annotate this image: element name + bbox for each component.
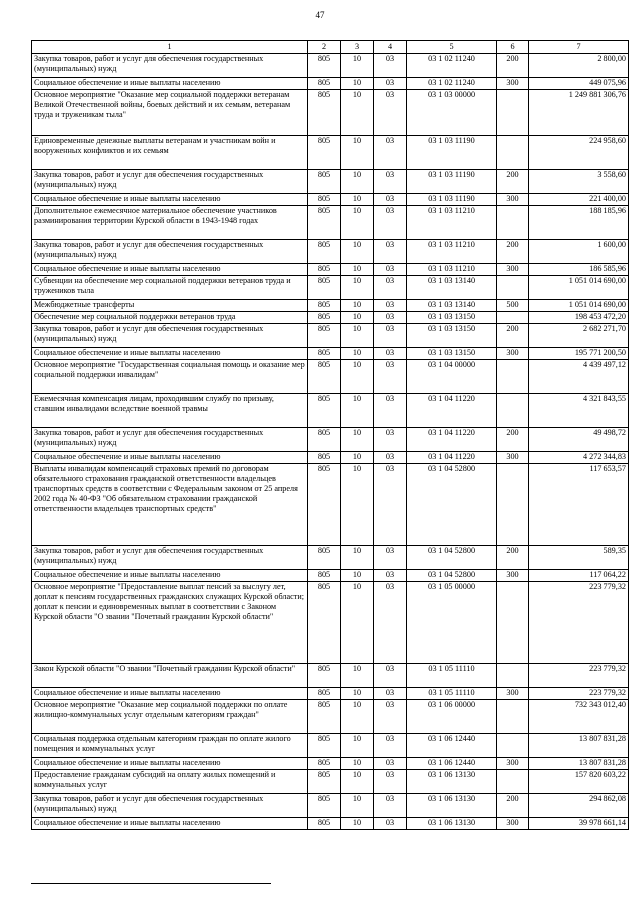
cell-expense-type: 200 (497, 324, 529, 348)
cell-expense-type: 500 (497, 300, 529, 312)
cell-target-article: 03 1 03 13150 (407, 324, 497, 348)
cell-expense-type: 300 (497, 194, 529, 206)
cell-subsection: 03 (374, 818, 407, 830)
cell-name: Дополнительное ежемесячное материальное обеспечение участников разминирования территории Курской области в 1943-1948 годах (32, 206, 308, 240)
cell-section: 10 (341, 170, 374, 194)
cell-admin-code: 805 (308, 264, 341, 276)
header-col-6: 6 (497, 41, 529, 54)
cell-section: 10 (341, 582, 374, 664)
cell-amount: 294 862,08 (529, 794, 629, 818)
cell-target-article: 03 1 06 12440 (407, 758, 497, 770)
footnote-divider (31, 883, 271, 884)
cell-target-article: 03 1 03 13140 (407, 300, 497, 312)
cell-subsection: 03 (374, 664, 407, 688)
cell-section: 10 (341, 794, 374, 818)
cell-name: Основное мероприятие "Предоставление выплат пенсий за выслугу лет, доплат к пенсиям государственных гражданских служащих Курской области; доплат к пенсии и единовременных выплат в соответствии с Законом Курской области "О звании "Почетный гражданин Курской области" (32, 582, 308, 664)
cell-name: Предоставление гражданам субсидий на оплату жилых помещений и коммунальных услуг (32, 770, 308, 794)
cell-subsection: 03 (374, 700, 407, 734)
cell-name: Социальное обеспечение и иные выплаты населению (32, 818, 308, 830)
cell-target-article: 03 1 05 11110 (407, 688, 497, 700)
cell-subsection: 03 (374, 300, 407, 312)
cell-section: 10 (341, 700, 374, 734)
cell-subsection: 03 (374, 312, 407, 324)
cell-target-article: 03 1 04 52800 (407, 570, 497, 582)
table-row (32, 570, 629, 582)
table-row (32, 758, 629, 770)
cell-amount: 2 800,00 (529, 54, 629, 78)
cell-section: 10 (341, 54, 374, 78)
cell-amount: 13 807 831,28 (529, 734, 629, 758)
cell-section: 10 (341, 452, 374, 464)
cell-admin-code: 805 (308, 136, 341, 170)
table-row (32, 734, 629, 758)
cell-target-article: 03 1 02 11240 (407, 54, 497, 78)
cell-admin-code: 805 (308, 428, 341, 452)
table-row (32, 206, 629, 240)
cell-expense-type: 300 (497, 264, 529, 276)
cell-target-article: 03 1 04 11220 (407, 394, 497, 428)
cell-target-article: 03 1 02 11240 (407, 78, 497, 90)
table-row (32, 170, 629, 194)
cell-target-article: 03 1 05 11110 (407, 664, 497, 688)
cell-section: 10 (341, 770, 374, 794)
cell-section: 10 (341, 664, 374, 688)
cell-subsection: 03 (374, 90, 407, 136)
cell-name: Социальное обеспечение и иные выплаты населению (32, 264, 308, 276)
cell-target-article: 03 1 04 52800 (407, 546, 497, 570)
cell-admin-code: 805 (308, 348, 341, 360)
cell-amount: 223 779,32 (529, 582, 629, 664)
cell-amount: 186 585,96 (529, 264, 629, 276)
table-row (32, 794, 629, 818)
cell-subsection: 03 (374, 394, 407, 428)
cell-subsection: 03 (374, 78, 407, 90)
cell-subsection: 03 (374, 734, 407, 758)
cell-target-article: 03 1 04 00000 (407, 360, 497, 394)
cell-amount: 117 064,22 (529, 570, 629, 582)
cell-admin-code: 805 (308, 194, 341, 206)
cell-amount: 1 051 014 690,00 (529, 276, 629, 300)
cell-target-article: 03 1 04 11220 (407, 428, 497, 452)
cell-subsection: 03 (374, 360, 407, 394)
cell-target-article: 03 1 03 11210 (407, 206, 497, 240)
cell-name: Социальное обеспечение и иные выплаты населению (32, 452, 308, 464)
cell-expense-type (497, 464, 529, 546)
cell-expense-type: 200 (497, 54, 529, 78)
cell-amount: 449 075,96 (529, 78, 629, 90)
cell-amount: 1 051 014 690,00 (529, 300, 629, 312)
cell-name: Единовременные денежные выплаты ветеранам и участникам войн и вооруженных конфликтов и их семьям (32, 136, 308, 170)
cell-expense-type: 300 (497, 570, 529, 582)
cell-admin-code: 805 (308, 464, 341, 546)
cell-amount: 188 185,96 (529, 206, 629, 240)
table-row (32, 348, 629, 360)
cell-section: 10 (341, 546, 374, 570)
cell-name: Выплаты инвалидам компенсаций страховых премий по договорам обязательного страхования гражданской ответственности владельцев транспортных средств в соответствии с Федеральным законом от 25 апреля 2002 года № 40-ФЗ "Об обязательном страховании гражданской ответственности владельцев транспортных средств" (32, 464, 308, 546)
cell-name: Закупка товаров, работ и услуг для обеспечения государственных (муниципальных) нужд (32, 324, 308, 348)
cell-section: 10 (341, 312, 374, 324)
cell-expense-type: 300 (497, 452, 529, 464)
cell-amount: 732 343 012,40 (529, 700, 629, 734)
table-row (32, 360, 629, 394)
cell-section: 10 (341, 136, 374, 170)
table-header-row (32, 41, 629, 54)
cell-admin-code: 805 (308, 688, 341, 700)
table-body (32, 54, 629, 830)
cell-subsection: 03 (374, 452, 407, 464)
cell-section: 10 (341, 90, 374, 136)
cell-name: Закупка товаров, работ и услуг для обеспечения государственных (муниципальных) нужд (32, 428, 308, 452)
cell-amount: 589,35 (529, 546, 629, 570)
table-row (32, 546, 629, 570)
table-row (32, 136, 629, 170)
cell-target-article: 03 1 06 12440 (407, 734, 497, 758)
cell-amount: 198 453 472,20 (529, 312, 629, 324)
cell-section: 10 (341, 348, 374, 360)
cell-expense-type: 300 (497, 348, 529, 360)
cell-subsection: 03 (374, 582, 407, 664)
cell-admin-code: 805 (308, 240, 341, 264)
cell-target-article: 03 1 06 13130 (407, 770, 497, 794)
cell-admin-code: 805 (308, 324, 341, 348)
cell-amount: 223 779,32 (529, 664, 629, 688)
cell-name: Закупка товаров, работ и услуг для обеспечения государственных (муниципальных) нужд (32, 546, 308, 570)
cell-subsection: 03 (374, 54, 407, 78)
cell-amount: 2 682 271,70 (529, 324, 629, 348)
cell-admin-code: 805 (308, 312, 341, 324)
table-row (32, 300, 629, 312)
table-row (32, 582, 629, 664)
table-row (32, 312, 629, 324)
cell-section: 10 (341, 570, 374, 582)
cell-name: Социальная поддержка отдельным категориям граждан по оплате жилого помещения и коммунальных услуг (32, 734, 308, 758)
cell-name: Субвенции на обеспечение мер социальной поддержки ветеранов труда и тружеников тыла (32, 276, 308, 300)
header-col-7: 7 (529, 41, 629, 54)
cell-amount: 195 771 200,50 (529, 348, 629, 360)
cell-name: Основное мероприятие "Оказание мер социальной поддержки по оплате жилищно-коммунальных услуг отдельным категориям граждан" (32, 700, 308, 734)
cell-amount: 4 439 497,12 (529, 360, 629, 394)
cell-section: 10 (341, 758, 374, 770)
cell-admin-code: 805 (308, 664, 341, 688)
cell-admin-code: 805 (308, 818, 341, 830)
cell-subsection: 03 (374, 758, 407, 770)
cell-name: Ежемесячная компенсация лицам, проходившим службу по призыву, ставшим инвалидами вследствие военной травмы (32, 394, 308, 428)
cell-section: 10 (341, 734, 374, 758)
cell-name: Социальное обеспечение и иные выплаты населению (32, 758, 308, 770)
cell-target-article: 03 1 03 13140 (407, 276, 497, 300)
cell-name: Основное мероприятие "Оказание мер социальной поддержки ветеранам Великой Отечественной войны, боевых действий и их семьям, ветеранам труда и труженикам тыла" (32, 90, 308, 136)
cell-amount: 223 779,32 (529, 688, 629, 700)
table-row (32, 464, 629, 546)
cell-target-article: 03 1 04 52800 (407, 464, 497, 546)
table-row (32, 324, 629, 348)
cell-section: 10 (341, 394, 374, 428)
cell-expense-type (497, 136, 529, 170)
cell-amount: 224 958,60 (529, 136, 629, 170)
cell-expense-type (497, 770, 529, 794)
cell-admin-code: 805 (308, 300, 341, 312)
table-row (32, 428, 629, 452)
table-row (32, 78, 629, 90)
cell-subsection: 03 (374, 276, 407, 300)
cell-expense-type (497, 360, 529, 394)
cell-section: 10 (341, 194, 374, 206)
cell-name: Социальное обеспечение и иные выплаты населению (32, 688, 308, 700)
cell-admin-code: 805 (308, 90, 341, 136)
cell-name: Закон Курской области "О звании "Почетный гражданин Курской области" (32, 664, 308, 688)
table-row (32, 664, 629, 688)
cell-expense-type: 300 (497, 78, 529, 90)
table-row (32, 770, 629, 794)
cell-target-article: 03 1 03 13150 (407, 312, 497, 324)
cell-expense-type: 200 (497, 240, 529, 264)
cell-name: Социальное обеспечение и иные выплаты населению (32, 348, 308, 360)
table-row (32, 264, 629, 276)
cell-admin-code: 805 (308, 170, 341, 194)
cell-expense-type (497, 312, 529, 324)
cell-name: Обеспечение мер социальной поддержки ветеранов труда (32, 312, 308, 324)
cell-target-article: 03 1 04 11220 (407, 452, 497, 464)
cell-subsection: 03 (374, 546, 407, 570)
table-row (32, 688, 629, 700)
table-row (32, 818, 629, 830)
cell-name: Закупка товаров, работ и услуг для обеспечения государственных (муниципальных) нужд (32, 54, 308, 78)
cell-amount: 3 558,60 (529, 170, 629, 194)
cell-expense-type (497, 394, 529, 428)
cell-expense-type (497, 276, 529, 300)
page-number: 47 (315, 10, 325, 20)
cell-section: 10 (341, 464, 374, 546)
cell-section: 10 (341, 206, 374, 240)
cell-section: 10 (341, 300, 374, 312)
cell-admin-code: 805 (308, 276, 341, 300)
cell-expense-type (497, 700, 529, 734)
cell-target-article: 03 1 03 11190 (407, 170, 497, 194)
cell-amount: 117 653,57 (529, 464, 629, 546)
header-col-2: 2 (308, 41, 341, 54)
cell-section: 10 (341, 360, 374, 394)
cell-amount: 221 400,00 (529, 194, 629, 206)
header-col-5: 5 (407, 41, 497, 54)
cell-subsection: 03 (374, 348, 407, 360)
cell-amount: 1 600,00 (529, 240, 629, 264)
table-row (32, 240, 629, 264)
cell-admin-code: 805 (308, 360, 341, 394)
cell-section: 10 (341, 264, 374, 276)
cell-subsection: 03 (374, 570, 407, 582)
header-col-1: 1 (32, 41, 308, 54)
cell-amount: 4 272 344,83 (529, 452, 629, 464)
cell-admin-code: 805 (308, 394, 341, 428)
cell-amount: 1 249 881 306,76 (529, 90, 629, 136)
cell-target-article: 03 1 03 11190 (407, 136, 497, 170)
table-row (32, 700, 629, 734)
cell-name: Закупка товаров, работ и услуг для обеспечения государственных (муниципальных) нужд (32, 240, 308, 264)
cell-section: 10 (341, 428, 374, 452)
cell-target-article: 03 1 03 13150 (407, 348, 497, 360)
cell-admin-code: 805 (308, 582, 341, 664)
cell-name: Закупка товаров, работ и услуг для обеспечения государственных (муниципальных) нужд (32, 794, 308, 818)
cell-expense-type: 300 (497, 688, 529, 700)
cell-expense-type (497, 664, 529, 688)
cell-name: Межбюджетные трансферты (32, 300, 308, 312)
cell-target-article: 03 1 06 13130 (407, 818, 497, 830)
cell-subsection: 03 (374, 264, 407, 276)
cell-expense-type (497, 734, 529, 758)
cell-admin-code: 805 (308, 54, 341, 78)
cell-section: 10 (341, 324, 374, 348)
cell-expense-type: 200 (497, 546, 529, 570)
cell-expense-type: 300 (497, 758, 529, 770)
table-row (32, 194, 629, 206)
table-row (32, 452, 629, 464)
cell-target-article: 03 1 06 13130 (407, 794, 497, 818)
cell-target-article: 03 1 03 11210 (407, 264, 497, 276)
cell-admin-code: 805 (308, 758, 341, 770)
cell-subsection: 03 (374, 240, 407, 264)
header-col-4: 4 (374, 41, 407, 54)
cell-amount: 13 807 831,28 (529, 758, 629, 770)
cell-expense-type: 200 (497, 794, 529, 818)
cell-target-article: 03 1 06 00000 (407, 700, 497, 734)
cell-target-article: 03 1 03 00000 (407, 90, 497, 136)
cell-subsection: 03 (374, 794, 407, 818)
cell-subsection: 03 (374, 464, 407, 546)
header-col-3: 3 (341, 41, 374, 54)
cell-amount: 4 321 843,55 (529, 394, 629, 428)
cell-expense-type: 200 (497, 170, 529, 194)
cell-admin-code: 805 (308, 770, 341, 794)
table-row (32, 54, 629, 78)
cell-target-article: 03 1 03 11190 (407, 194, 497, 206)
cell-expense-type (497, 90, 529, 136)
cell-admin-code: 805 (308, 452, 341, 464)
cell-amount: 157 820 603,22 (529, 770, 629, 794)
cell-name: Социальное обеспечение и иные выплаты населению (32, 194, 308, 206)
cell-subsection: 03 (374, 136, 407, 170)
cell-admin-code: 805 (308, 206, 341, 240)
cell-section: 10 (341, 818, 374, 830)
cell-amount: 39 978 661,14 (529, 818, 629, 830)
cell-subsection: 03 (374, 324, 407, 348)
cell-name: Основное мероприятие "Государственная социальная помощь и оказание мер социальной поддержки инвалидам" (32, 360, 308, 394)
cell-section: 10 (341, 240, 374, 264)
cell-expense-type (497, 206, 529, 240)
cell-admin-code: 805 (308, 734, 341, 758)
budget-table (31, 40, 629, 830)
table-row (32, 276, 629, 300)
cell-admin-code: 805 (308, 570, 341, 582)
cell-section: 10 (341, 688, 374, 700)
cell-subsection: 03 (374, 688, 407, 700)
cell-target-article: 03 1 03 11210 (407, 240, 497, 264)
cell-section: 10 (341, 276, 374, 300)
cell-subsection: 03 (374, 194, 407, 206)
cell-expense-type (497, 582, 529, 664)
cell-admin-code: 805 (308, 546, 341, 570)
cell-name: Закупка товаров, работ и услуг для обеспечения государственных (муниципальных) нужд (32, 170, 308, 194)
cell-admin-code: 805 (308, 794, 341, 818)
cell-name: Социальное обеспечение и иные выплаты населению (32, 570, 308, 582)
cell-subsection: 03 (374, 770, 407, 794)
cell-name: Социальное обеспечение и иные выплаты населению (32, 78, 308, 90)
cell-target-article: 03 1 05 00000 (407, 582, 497, 664)
cell-subsection: 03 (374, 428, 407, 452)
cell-expense-type: 300 (497, 818, 529, 830)
cell-amount: 49 498,72 (529, 428, 629, 452)
cell-subsection: 03 (374, 170, 407, 194)
cell-expense-type: 200 (497, 428, 529, 452)
cell-section: 10 (341, 78, 374, 90)
cell-admin-code: 805 (308, 78, 341, 90)
cell-subsection: 03 (374, 206, 407, 240)
table-row (32, 394, 629, 428)
cell-admin-code: 805 (308, 700, 341, 734)
table-row (32, 90, 629, 136)
